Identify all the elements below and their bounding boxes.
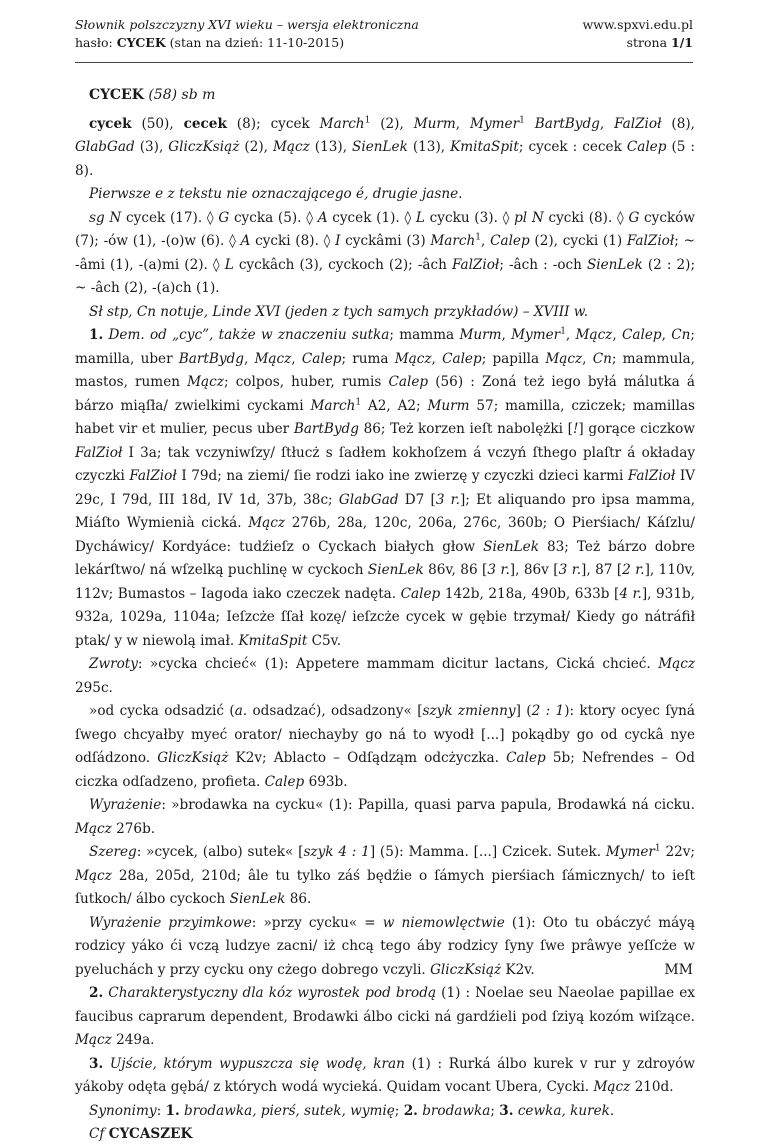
source-ref: GlabGad [75, 139, 135, 155]
quotation: 205d, 210d; âle tu tylko záś będźie o ſámych pierśiach ſámicznych/ to ieſt ſutkoch/ álbo cyckoch [75, 867, 696, 907]
sense-definition: Charakterystyczny dla kóz wyrostek pod brodą [108, 985, 437, 1001]
haslo-date: (stan na dzień: 11-10-2015) [165, 35, 345, 50]
gloss: = w niemowlęctwie [364, 914, 505, 931]
text-fragment: ; [490, 1102, 500, 1119]
text-fragment: ; mamilla, [75, 327, 695, 367]
form-cecek: cecek [183, 115, 227, 132]
text-fragment: 86v, 86 [ [423, 562, 488, 578]
source-ref: Calep [621, 327, 662, 343]
text-fragment: , [431, 350, 443, 367]
quotation: K2v; Ablacto – Odſądząm odcżyczka. [228, 750, 507, 766]
source-ref: BartBydg [524, 115, 600, 132]
superscript: 1 [364, 114, 371, 125]
text-fragment: , [243, 350, 255, 367]
source-ref: GliczKsiąż [168, 139, 240, 155]
superscript: 1 [654, 843, 661, 854]
header-divider [75, 62, 693, 63]
source-ref: Calep [400, 585, 441, 602]
text-fragment: (5 : 8). [75, 139, 695, 179]
text-fragment: 276b. [111, 820, 156, 837]
quotation: wſzelką puchlinę w cyckoch [170, 562, 368, 578]
text-fragment: (50), [131, 115, 184, 132]
text-fragment: (13), [309, 139, 353, 155]
cf-label: Cf [89, 1126, 105, 1142]
sense-definition: Ujście, którym wypuszcza się wodę, kran [109, 1055, 405, 1072]
sense-number: 1. [89, 327, 104, 343]
text-fragment: K2v. [501, 961, 535, 978]
text-fragment: ; [223, 374, 229, 390]
text-fragment: , [565, 327, 576, 343]
text-fragment: cycka (5). ◊ [229, 209, 318, 226]
source-ref: Mącz [254, 350, 292, 367]
quotation: I 3a; tak vczyniwſzy/ ſtłucż s ſadłem kokhoſzem [122, 444, 468, 461]
source-ref: FalZioł [627, 468, 676, 484]
superscript: 1 [475, 232, 481, 243]
editor-mark: szyk 4 : 1 [303, 844, 370, 860]
header-right [582, 16, 693, 52]
editor-mark: 2 r. [622, 562, 645, 578]
source-ref: Cn [592, 350, 612, 367]
text-fragment: 142b, 218a, 490b, 633b [ [440, 585, 620, 602]
source-ref: SienLek [367, 562, 424, 578]
source-ref: BartBydg [178, 350, 244, 367]
text-fragment: (13), [407, 139, 451, 155]
source-ref: Mącz [575, 327, 613, 343]
quotation: 5b; Nefrendes – Od ciczka odſadzeno, [75, 750, 695, 790]
odsadzic-paragraph [75, 700, 695, 794]
source-ref: Mącz [187, 374, 224, 390]
case-label: A [317, 209, 328, 226]
quotation: 57; mamilla, cziczek; mamillas habet vir et mulier, pecus uber [75, 397, 695, 437]
text-fragment: ; ~ -âmi (1), -(a)mi [75, 233, 695, 273]
text-fragment: cyckâmi (3) [340, 233, 431, 249]
text-fragment: 22v; [660, 844, 696, 860]
quotation: Też korzen ieſt nabolężki [ [390, 421, 573, 437]
haslo-prefix: hasło: [75, 35, 117, 50]
sense-definition: Dem. od „cyc”, także w znaczeniu sutka [108, 327, 390, 343]
text-fragment: IV 29c, I 79d, III 18d, IV 1d, 37b, 38c; [75, 468, 696, 508]
quotation: (1) : Rurká álbo kurek v rur y zdroyów yákoby odęta [75, 1055, 695, 1095]
synonyms-paragraph [75, 1100, 695, 1124]
text-fragment: : »cycek, (albo) sutek« [ [136, 844, 304, 860]
text-fragment: , [599, 115, 615, 132]
quotation: profieta. [201, 773, 265, 790]
text-fragment: ; ruma [341, 350, 395, 367]
quotation: I 79d; na ziemi/ ſie rodzi iako ine zwierzę y czyczki [176, 468, 534, 484]
quotation: caprarum dependent, Brodawki álbo cicki ná gardźieli pod ſziyą kozóm wiſzące. [138, 1008, 695, 1025]
editor-mark: 4 r. [619, 585, 642, 602]
note-text: Sł stp, Cn notuje, Linde XVI (jeden z tych samych przykładów) – XVIII w. [89, 303, 589, 320]
source-ref: GlabGad [338, 491, 399, 508]
source-ref: SienLek [483, 538, 539, 555]
section-label: Szereg [89, 844, 137, 860]
quotation: ]; Et aliquando pro ipsa [460, 491, 630, 508]
text-fragment: , [291, 350, 302, 367]
text-fragment: (2), cycki (1) [529, 233, 627, 249]
source-ref: Calep [626, 139, 667, 155]
quotation: mamma, Miáſto Wymienià cická. [75, 491, 696, 531]
source-ref: SienLek [229, 891, 286, 907]
text-fragment: : [156, 1102, 166, 1119]
source-ref: March [430, 233, 476, 249]
sense-3 [75, 1053, 695, 1100]
synonym-list: brodawka, pierś, sutek, wymię [179, 1102, 395, 1119]
text-fragment: uber [140, 350, 179, 367]
text-fragment: D7 [ [398, 491, 436, 508]
source-ref: Mymer [470, 115, 520, 132]
cf-link: CYCASZEK [108, 1126, 193, 1142]
text-fragment: : »przy cycku« [251, 914, 365, 931]
source-ref: Mącz [248, 515, 286, 531]
source-ref: SienLek [352, 139, 408, 155]
case-label: G [628, 209, 640, 226]
text-fragment: cycki (8). ◊ [250, 233, 336, 249]
editor-mark: 2 : 1 [531, 703, 565, 719]
source-ref: SienLek [586, 256, 643, 273]
source-ref: Cn [671, 327, 691, 343]
source-ref: BartBydg [293, 421, 359, 437]
editor-mark: ! [572, 421, 579, 437]
page-value: 1/1 [671, 35, 693, 50]
author-signature: MM [664, 962, 693, 978]
superscript: 1 [560, 326, 566, 337]
source-ref: Murm [459, 327, 502, 343]
text-fragment: (3), [134, 139, 164, 155]
sense-number: 3. [499, 1102, 514, 1119]
case-label: A [240, 233, 251, 249]
text-fragment: ], 86v [ [509, 562, 559, 578]
text-fragment: , [612, 327, 622, 343]
note-text: Pierwsze e z tekstu nie oznaczającego é, drugie jasne. [89, 186, 463, 202]
case-label: I [335, 233, 341, 249]
quotation: (1): Oto tu obáczyć máyą rodzicy yáko [75, 914, 695, 954]
sources-note [75, 301, 695, 325]
zwroty-paragraph [75, 653, 695, 700]
text-fragment: cyckâch (3), cyckoch (2); -âch [233, 256, 452, 273]
quotation: (1) : Noelae seu Naeolae papillae ex faucibus [75, 985, 695, 1025]
text-fragment: , [501, 327, 512, 343]
quotation: 83; Też bárzo dobre lekárſtwo/ ná [75, 538, 695, 578]
cross-reference [75, 1123, 695, 1147]
source-ref: Mącz [75, 867, 112, 884]
text-fragment: »od cycka odsadzić ( [89, 703, 235, 719]
case-label: G [218, 209, 230, 226]
text-fragment: 295c. [75, 679, 113, 696]
source-ref: KmitaSpit [450, 139, 519, 155]
entry-headline [75, 84, 695, 108]
section-label: Zwroty [89, 656, 138, 672]
source-ref: Mącz [75, 1032, 112, 1048]
text-fragment: , [661, 327, 672, 343]
source-ref: Calep [442, 350, 482, 367]
forms-paragraph [75, 113, 695, 184]
editor-mark: 3 r. [435, 491, 460, 508]
sense-1 [75, 324, 695, 653]
source-ref: Mymer [605, 844, 655, 860]
quotation: Dycháwicy/ Kordyáce: tudźieſz o Cyckach białych głow [75, 538, 484, 555]
quotation: chcyałby myeć orator/ niechayby go ná to wyodł [...] pokądby go od cyckâ nye odſádzono. [75, 726, 695, 766]
text-fragment: (2), [370, 115, 414, 132]
wyrazenie-przyimkowe-paragraph [75, 912, 695, 983]
text-fragment: 249a. [111, 1032, 155, 1048]
source-ref: FalZioł [129, 468, 177, 484]
entry-pos: sb m [181, 87, 216, 103]
superscript: 1 [519, 114, 525, 125]
section-label: Wyrażenie przyimkowe [89, 914, 252, 931]
quotation: ): ktory ocyec ſyná ſwego [75, 703, 695, 743]
source-ref: Mącz [394, 350, 432, 367]
source-ref: Mącz [75, 820, 112, 837]
source-ref: Mącz [593, 1079, 631, 1095]
text-fragment: 86. [285, 891, 312, 907]
text-fragment: 693b. [304, 773, 348, 790]
text-fragment: (8), [661, 115, 695, 132]
text-fragment: (2). ◊ [184, 256, 225, 273]
entry-body [75, 84, 695, 1147]
quotation: 276b, 28a, 120c, 206a, 276c, 360b; O Pierśiach/ Káſzlu/ [285, 515, 696, 531]
text-fragment: (8); cycek [226, 115, 320, 132]
source-ref: Calep [490, 233, 530, 249]
text-fragment: cycek (17). ◊ [121, 209, 219, 226]
quotation: ], 110v, 112v; Bumastos – [75, 562, 696, 602]
entry-count: (58) [148, 87, 178, 103]
text-fragment: ; -âch : -och [499, 256, 587, 273]
text-fragment: ; [394, 1102, 404, 1119]
source-ref: Mymer [511, 327, 561, 343]
text-fragment: , [582, 350, 593, 367]
text-fragment: , [455, 115, 471, 132]
text-fragment: 86; [358, 421, 386, 437]
page-prefix: strona [626, 35, 672, 50]
source-ref: FalZioł [451, 256, 500, 273]
editor-mark: 3 r. [558, 562, 582, 578]
text-fragment: ; mamma [389, 327, 460, 343]
case-label: pl N [514, 209, 544, 226]
quotation: ] (5): Mamma. [...] Czicek. Sutek. [369, 844, 606, 860]
quotation: ony cżego dobrego vczyli. [248, 961, 431, 978]
source-ref: FalZioł [626, 233, 675, 249]
sense-number: 1. [165, 1102, 180, 1119]
case-label: L [415, 209, 425, 226]
synonym-list: brodawka [417, 1102, 491, 1119]
source-ref: Calep [264, 773, 305, 790]
case-label: sg N [89, 209, 122, 226]
source-ref: Murm [413, 115, 456, 132]
wyrazenie-paragraph [75, 794, 695, 841]
source-ref: Calep [506, 750, 546, 766]
quotation: ] gorące ciczkow [578, 421, 695, 437]
editor-mark: a. [234, 703, 248, 719]
pronunciation-note [75, 183, 695, 207]
entry-headword: CYCEK [89, 87, 144, 103]
form-cycek: cycek [89, 115, 132, 132]
text-fragment: cycek (1). ◊ [327, 209, 416, 226]
sense-number: 3. [89, 1055, 104, 1072]
source-ref: KmitaSpit [238, 632, 308, 649]
text-fragment: (2), [239, 139, 273, 155]
source-ref: Mącz [545, 350, 583, 367]
source-ref: Calep [301, 350, 342, 367]
text-fragment: colpos, huber, rumis [235, 374, 389, 390]
text-fragment: odsadzać), odsadzony« [ [247, 703, 423, 719]
source-ref: Mącz [658, 656, 695, 672]
text-fragment: ] ( [515, 703, 532, 719]
site-url: www.spxvi.edu.pl [582, 17, 693, 32]
text-fragment: cycków (7); -ów [75, 209, 696, 249]
haslo-word: CYCEK [116, 35, 166, 50]
source-ref: Murm [427, 397, 470, 414]
section-label: Wyrażenie [89, 797, 162, 813]
quotation: á vczyń ſthego plaſtr á okładay czyczki [75, 444, 696, 484]
text-fragment: 210d. [630, 1079, 674, 1095]
inflection-paragraph [75, 207, 695, 301]
quotation: ], 931b, 932a, 1029a, 1104a; Ieſzcże [75, 585, 695, 625]
source-ref: Mącz [272, 139, 310, 155]
quotation: ſſał kozę/ ieſzcże cycek w gębie trzymał/ Kiedy go nátráfił ptak/ y w niewolą imał. [75, 609, 695, 649]
text-fragment: ], 87 [ [581, 562, 623, 578]
text-fragment: ; cycek : cecek [518, 139, 627, 155]
editor-mark: szyk zmienny [422, 703, 516, 719]
quotation: gębá/ z których wodá wycieká. Quidam vocant Ubera, Cycki. [170, 1079, 594, 1095]
dictionary-title: Słownik polszczyzny XVI wieku – wersja elektroniczna [75, 17, 419, 32]
header-left [75, 16, 419, 52]
synonym-list: cewka, kurek [513, 1102, 610, 1119]
text-fragment: (1), -(o)w (6). ◊ [132, 233, 241, 249]
sense-2 [75, 982, 695, 1053]
quotation: : »brodawka na cycku« (1): Papilla, quasi parva papula, Brodawká ná cicku. [161, 797, 695, 813]
superscript: 1 [355, 396, 362, 407]
case-label: L [224, 256, 234, 273]
source-ref: FalZioł [614, 115, 662, 132]
text-fragment: (2 : 2); ~ -âch (2), -(a)ch (1). [75, 256, 696, 296]
szereg-paragraph [75, 841, 695, 912]
text-fragment: ; mammula, mastos, rumen [75, 350, 695, 390]
text-fragment: C5v. [307, 632, 342, 649]
page-number [582, 34, 693, 52]
editor-mark: 3 r. [487, 562, 510, 578]
quotation: ći vczą ludzye zacni/ iż chcą tego áby rodzicy ſyny ſwe prâwye yeſſcże w pyeluchách y przy cycku [75, 938, 696, 978]
source-ref: FalZioł [75, 444, 123, 461]
source-ref: GliczKsiąż [157, 750, 229, 766]
text-fragment: ; papilla [481, 350, 546, 367]
text-fragment: cycku (3). ◊ [424, 209, 515, 226]
text-fragment: , [481, 233, 491, 249]
sense-number: 2. [89, 985, 104, 1001]
source-ref: GliczKsiąż [430, 961, 502, 978]
quotation: Iagoda iako czeczek nadęta. [201, 585, 401, 602]
source-ref: March [319, 115, 365, 132]
text-fragment: cycki (8). ◊ [543, 209, 629, 226]
text-fragment: . [609, 1102, 615, 1119]
quotation: (56) : Zoná też iego byłá málutka á bárzo miąſła/ zwielkimi cyckami [75, 374, 696, 414]
text-fragment: 28a, [111, 867, 149, 884]
entry-status [75, 34, 419, 52]
sense-number: 2. [403, 1102, 418, 1119]
source-ref: March [310, 397, 356, 414]
text-fragment: A2, A2; [361, 397, 428, 414]
section-label: Synonimy [89, 1102, 157, 1119]
quotation: dzieci karmi [538, 468, 628, 484]
source-ref: Calep [388, 374, 429, 390]
quotation: : »cycka chcieć« (1): Appetere mammam dicitur lactans, Cická chcieć. [137, 656, 659, 672]
